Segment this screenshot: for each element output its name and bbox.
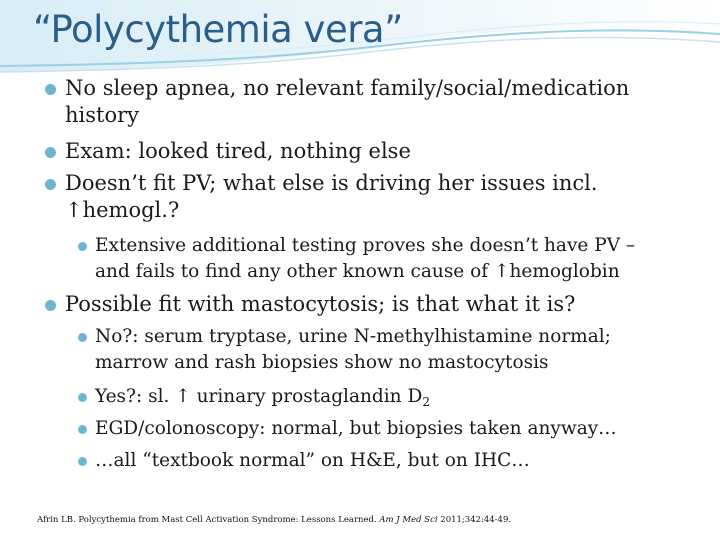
bullet-dot-icon [78,393,87,402]
bullet-dot-icon [78,242,87,251]
bullet-dot-icon [78,425,87,434]
reference-citation: Afrin LB. Polycythemia from Mast Cell Activation Syndrome: Lessons Learned. Am J Med Sci 2011;342:44-49. [37,515,512,525]
bullet-dot-icon [45,300,56,311]
sub-bullet-egd: EGD/colonoscopy: normal, but biopsies taken anyway… [95,416,617,442]
bullet-dot-icon [45,147,56,158]
bullet-doesnt-fit-pv: Doesn’t fit PV; what else is driving her issues incl. ↑hemogl.? [65,170,598,224]
bullet-sleep-apnea: No sleep apnea, no relevant family/social/medication history [65,75,685,129]
sub-bullet-no: No?: serum tryptase, urine N-methylhistamine normal; marrow and rash biopsies show no mastocytosis [95,324,611,376]
sub-bullet-extensive-testing: Extensive additional testing proves she doesn’t have PV – and fails to find any other known cause of ↑hemoglobin [95,233,635,285]
bullet-dot-icon [78,333,87,342]
slide-title: “Polycythemia vera” [33,8,403,51]
bullet-dot-icon [45,179,56,190]
bullet-dot-icon [45,84,56,95]
bullet-mastocytosis: Possible fit with mastocytosis; is that what it is? [65,291,575,318]
bullet-dot-icon [78,457,87,466]
bullet-exam: Exam: looked tired, nothing else [65,138,411,165]
sub-bullet-textbook-normal: …all “textbook normal” on H&E, but on IHC… [95,448,530,474]
sub-bullet-yes: Yes?: sl. ↑ urinary prostaglandin $D_2$ [95,384,430,411]
